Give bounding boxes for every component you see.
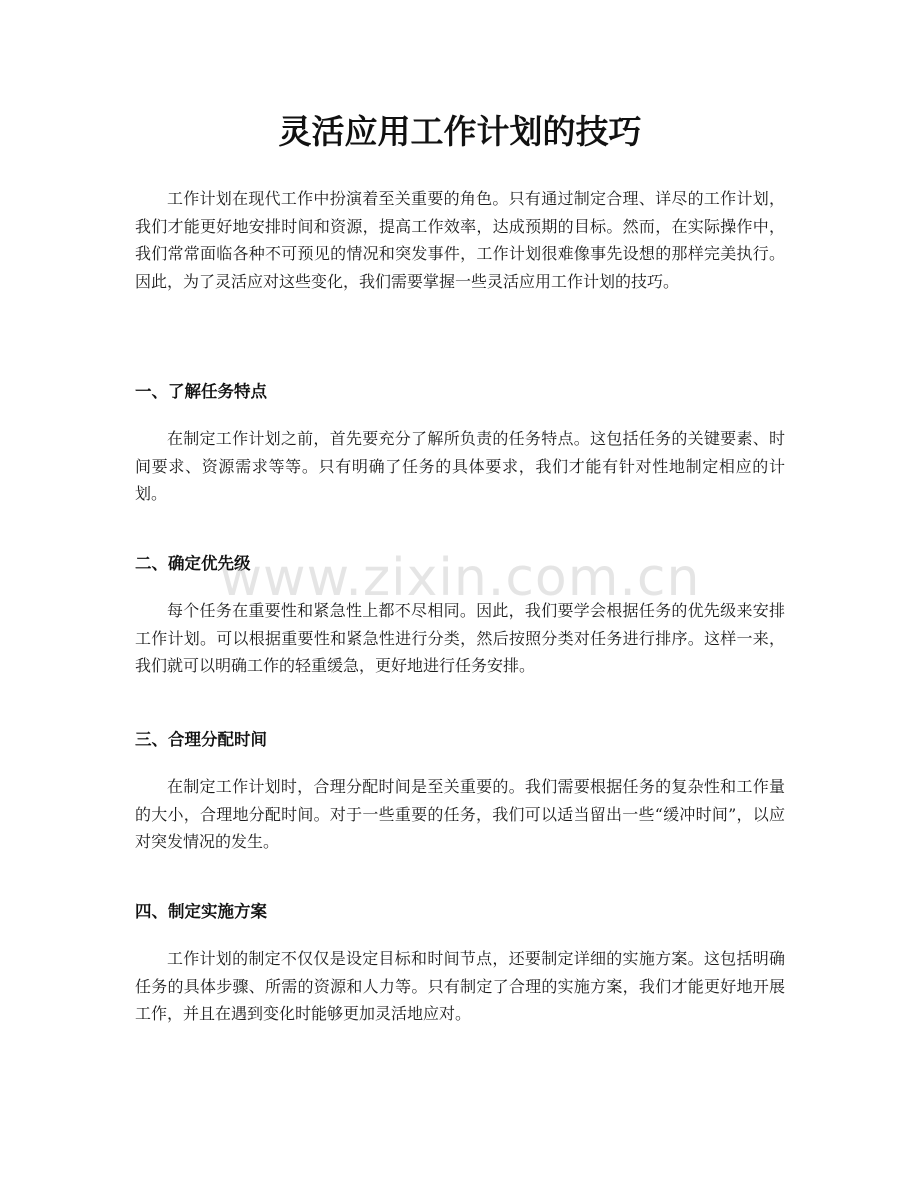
section-4-paragraph: 工作计划的制定不仅仅是设定目标和时间节点，还要制定详细的实施方案。这包括明确任务的具体步骤、所需的资源和人力等。只有制定了合理的实施方案，我们才能更好地开展工作，并且在遇到变化时能够更加灵活地应对。	[135, 949, 785, 1024]
section-1-heading: 一、了解任务特点	[135, 382, 267, 401]
document-title: 灵活应用工作计划的技巧	[278, 112, 642, 151]
section-1-paragraph: 在制定工作计划之前，首先要充分了解所负责的任务特点。这包括任务的关键要素、时间要求、资源需求等等。只有明确了任务的具体要求，我们才能有针对性地制定相应的计划。	[135, 429, 785, 504]
section-4-heading: 四、制定实施方案	[135, 902, 267, 921]
intro-paragraph: 工作计划在现代工作中扮演着至关重要的角色。只有通过制定合理、详尽的工作计划，我们才能更好地安排时间和资源，提高工作效率，达成预期的目标。然而，在实际操作中，我们常常面临各种不可预见的情况和突发事件，工作计划很难像事先设想的那样完美执行。因此，为了灵活应对这些变化，我们需要掌握一些灵活应用工作计划的技巧。	[135, 189, 785, 291]
watermark-text: www.zixin.com.cn	[219, 548, 701, 608]
section-2-heading: 二、确定优先级	[135, 554, 251, 573]
section-3-paragraph: 在制定工作计划时，合理分配时间是至关重要的。我们需要根据任务的复杂性和工作量的大小，合理地分配时间。对于一些重要的任务，我们可以适当留出一些“缓冲时间”，以应对突发情况的发生。	[135, 777, 785, 852]
section-3-heading: 三、合理分配时间	[135, 730, 267, 749]
section-2-paragraph: 每个任务在重要性和紧急性上都不尽相同。因此，我们要学会根据任务的优先级来安排工作计划。可以根据重要性和紧急性进行分类，然后按照分类对任务进行排序。这样一来，我们就可以明确工作的轻重缓急，更好地进行任务安排。	[135, 601, 785, 676]
